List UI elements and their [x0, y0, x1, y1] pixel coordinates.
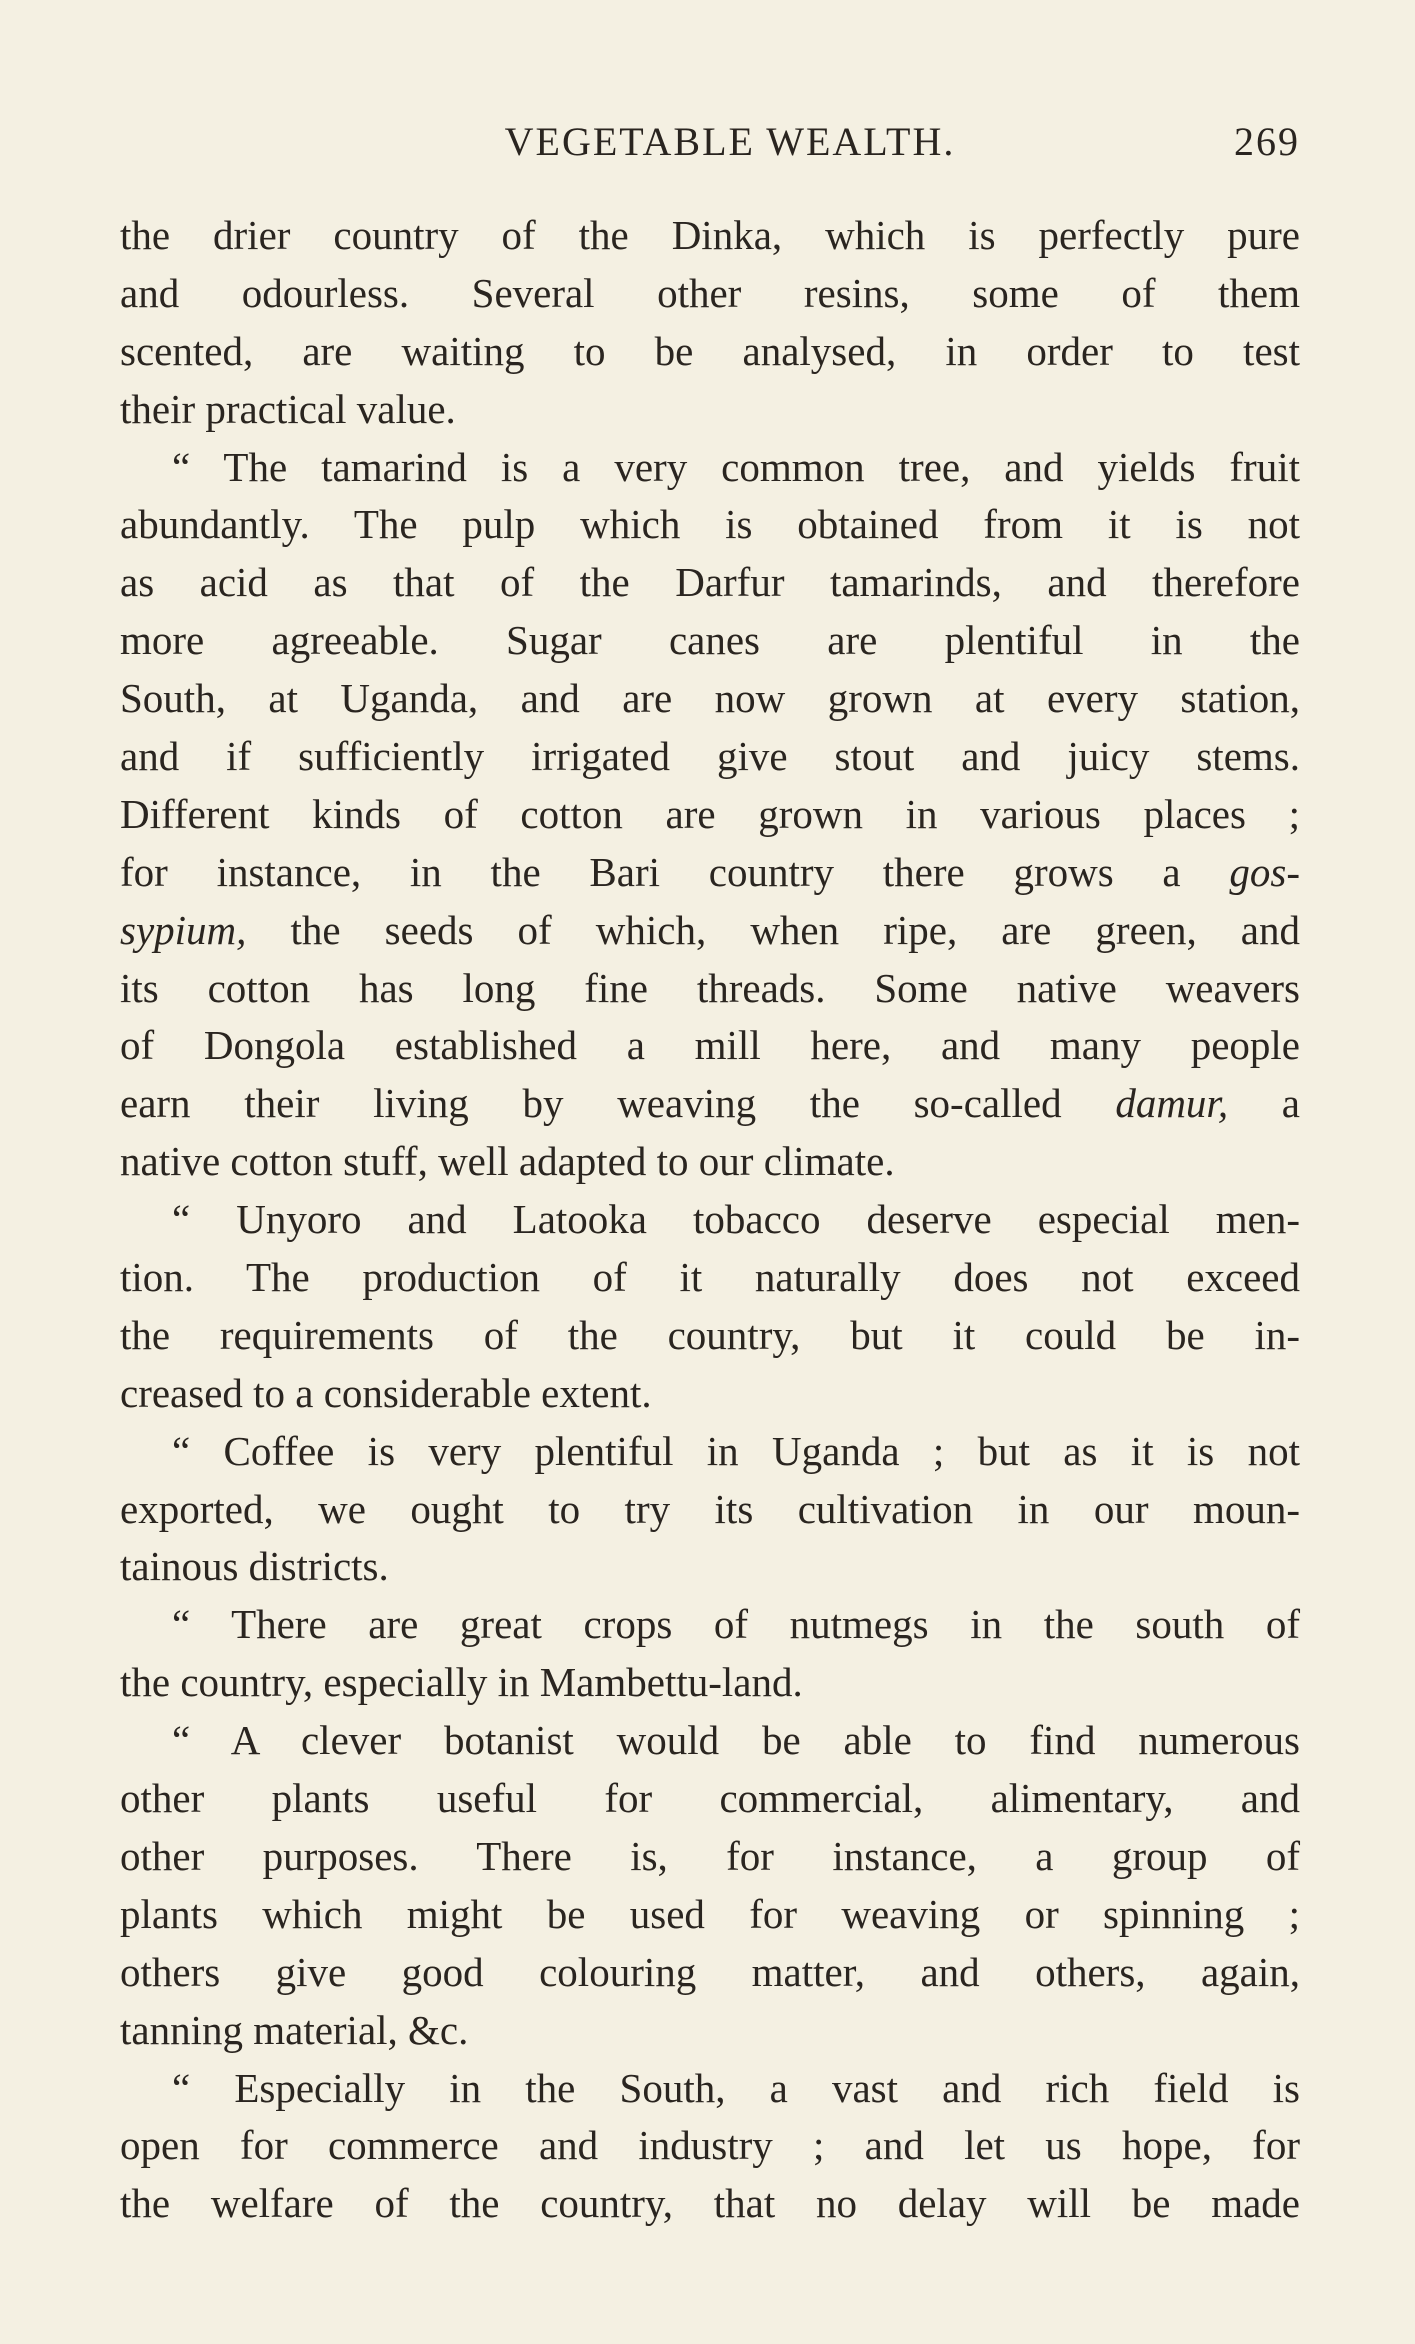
text-line: South, at Uganda, and are now grown at every station, [120, 675, 1300, 722]
text-line: and odourless. Several other resins, some of them [120, 269, 1300, 316]
text-line: abundantly. The pulp which is obtained from it is not [120, 501, 1300, 548]
text-line: more agreeable. Sugar canes are plentiful in the [120, 617, 1300, 664]
italic-word: gos- [1229, 848, 1300, 895]
text-line: native cotton stuff, well adapted to our climate. [120, 1138, 895, 1185]
text-line [120, 1075, 1300, 1133]
text-line: tanning material, &c. [120, 2006, 469, 2053]
text-line: “ There are great crops of nutmegs in the south of [172, 1601, 1300, 1648]
italic-word: sypium, [120, 906, 247, 953]
text-line: Different kinds of cotton are grown in various places ; [120, 790, 1300, 837]
text-line: and if sufficiently irrigated give stout and juicy stems. [120, 733, 1300, 780]
text-line: “ Coffee is very plentiful in Uganda ; but as it is not [172, 1427, 1300, 1474]
text-line: of Dongola established a mill here, and many people [120, 1022, 1300, 1069]
text-run: a [1228, 1080, 1301, 1127]
text-line: creased to a considerable extent. [120, 1369, 652, 1416]
text-line: other plants useful for commercial, alimentary, and [120, 1775, 1300, 1822]
running-head [120, 118, 1300, 178]
text-run: for instance, in the Bari country there grows a [120, 848, 1230, 895]
text-line: scented, are waiting to be analysed, in order to test [120, 327, 1300, 374]
text-line: “ Especially in the South, a vast and rich field is [172, 2064, 1300, 2111]
text-run: earn their living by weaving the so-called [120, 1080, 1116, 1127]
italic-word: damur, [1115, 1080, 1229, 1127]
body-text [120, 207, 1300, 2233]
text-line: “ The tamarind is a very common tree, and yields fruit [172, 443, 1300, 490]
text-line: “ Unyoro and Latooka tobacco deserve especial men- [172, 1196, 1300, 1243]
text-line: tion. The production of it naturally does not exceed [120, 1254, 1300, 1301]
text-line: exported, we ought to try its cultivation in our moun- [120, 1485, 1300, 1532]
text-line: open for commerce and industry ; and let us hope, for [120, 2122, 1300, 2169]
text-run: the seeds of which, when ripe, are green, and [246, 906, 1300, 953]
text-line: other purposes. There is, for instance, a group of [120, 1832, 1300, 1879]
text-line: as acid as that of the Darfur tamarinds, and therefore [120, 559, 1300, 606]
text-line: its cotton has long fine threads. Some native weavers [120, 964, 1300, 1011]
page-number: 269 [1234, 119, 1300, 164]
running-title: VEGETABLE WEALTH. [504, 119, 956, 164]
text-line: plants which might be used for weaving or spinning ; [120, 1890, 1300, 1937]
text-line: the welfare of the country, that no delay will be made [120, 2180, 1300, 2227]
text-line: tainous districts. [120, 1543, 389, 1590]
text-line: “ A clever botanist would be able to find numerous [172, 1717, 1300, 1764]
text-line: the country, especially in Mambettu-land. [120, 1659, 803, 1706]
text-line: the requirements of the country, but it could be in- [120, 1311, 1300, 1358]
text-line: others give good colouring matter, and others, again, [120, 1948, 1300, 1995]
text-line [120, 844, 1300, 902]
text-line: their practical value. [120, 385, 456, 432]
text-line [120, 902, 1300, 960]
text-line: the drier country of the Dinka, which is perfectly pure [120, 212, 1300, 258]
